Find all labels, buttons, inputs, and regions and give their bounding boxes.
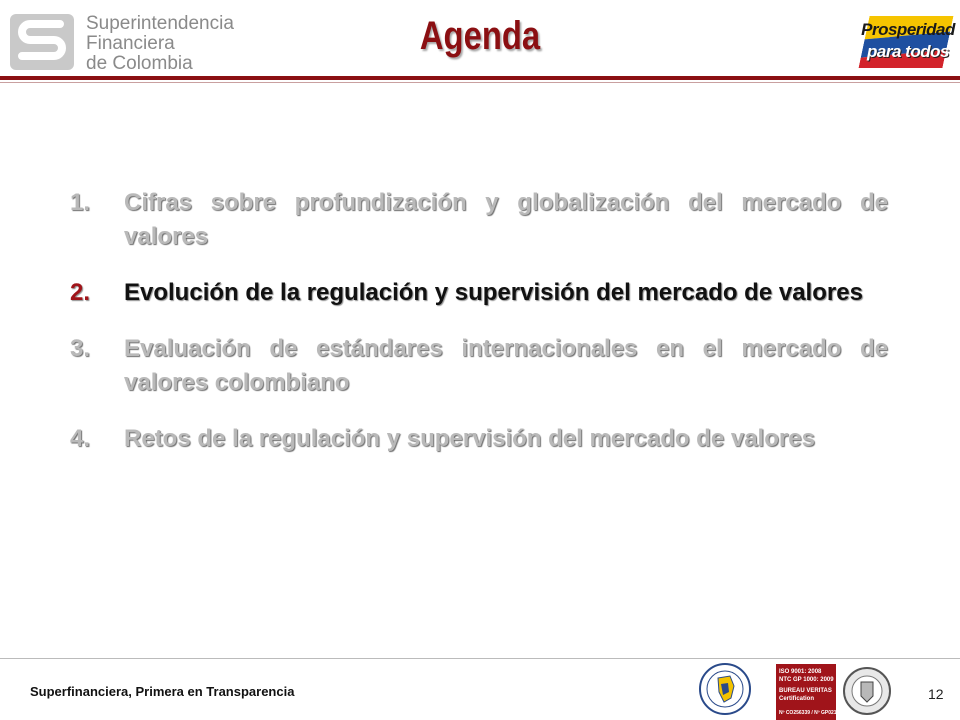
agenda-item-1 (70, 186, 888, 254)
agenda-item-text: Retos de la regulación y supervisión del mercado de valores (124, 425, 815, 452)
cert-line: BUREAU VERITAS (779, 688, 832, 694)
cert-line: ISO 9001: 2008 (779, 669, 822, 675)
header-divider (0, 76, 960, 80)
logo-line-1: Superintendencia (86, 13, 234, 34)
prosperidad-logo (856, 12, 956, 72)
cert-line: Nº CO256339 / Nº GP0211 (779, 710, 840, 716)
agenda-item-4 (70, 422, 888, 456)
cert-line: NTC GP 1000: 2009 (779, 677, 834, 683)
footer-divider (0, 658, 960, 659)
bureau-veritas-certification-badge (776, 664, 840, 720)
agenda-item-3 (70, 332, 888, 400)
logo-line-2: Financiera (86, 33, 175, 54)
sfc-emblem-icon (8, 10, 78, 72)
bureau-veritas-seal-icon (842, 662, 892, 720)
agenda-item-2 (70, 276, 888, 310)
page-title: Agenda (419, 14, 541, 58)
agenda-item-number: 1. (70, 189, 91, 216)
agenda-item-text: Evolución de la regulación y supervisión del mercado de valores (124, 279, 863, 306)
cert-line: Certification (779, 696, 815, 702)
page-number: 12 (928, 686, 944, 702)
colombia-quality-seal-icon (698, 662, 752, 716)
agenda-item-text: Cifras sobre profundización y globalización del mercado de valores (124, 189, 888, 250)
footer-slogan: Superfinanciera, Primera en Transparencia (30, 684, 295, 699)
agenda-item-number: 3. (70, 335, 91, 362)
prosperidad-line-2: para todos (867, 42, 949, 61)
agenda-item-text: Evaluación de estándares internacionales en el mercado de valores colombiano (124, 335, 888, 396)
agenda-item-number: 4. (70, 425, 91, 452)
header-divider-thin (0, 82, 960, 83)
agenda-list (70, 186, 888, 478)
prosperidad-line-1: Prosperidad (861, 20, 955, 39)
logo-line-3: de Colombia (86, 53, 193, 74)
agenda-item-number: 2. (70, 279, 91, 306)
